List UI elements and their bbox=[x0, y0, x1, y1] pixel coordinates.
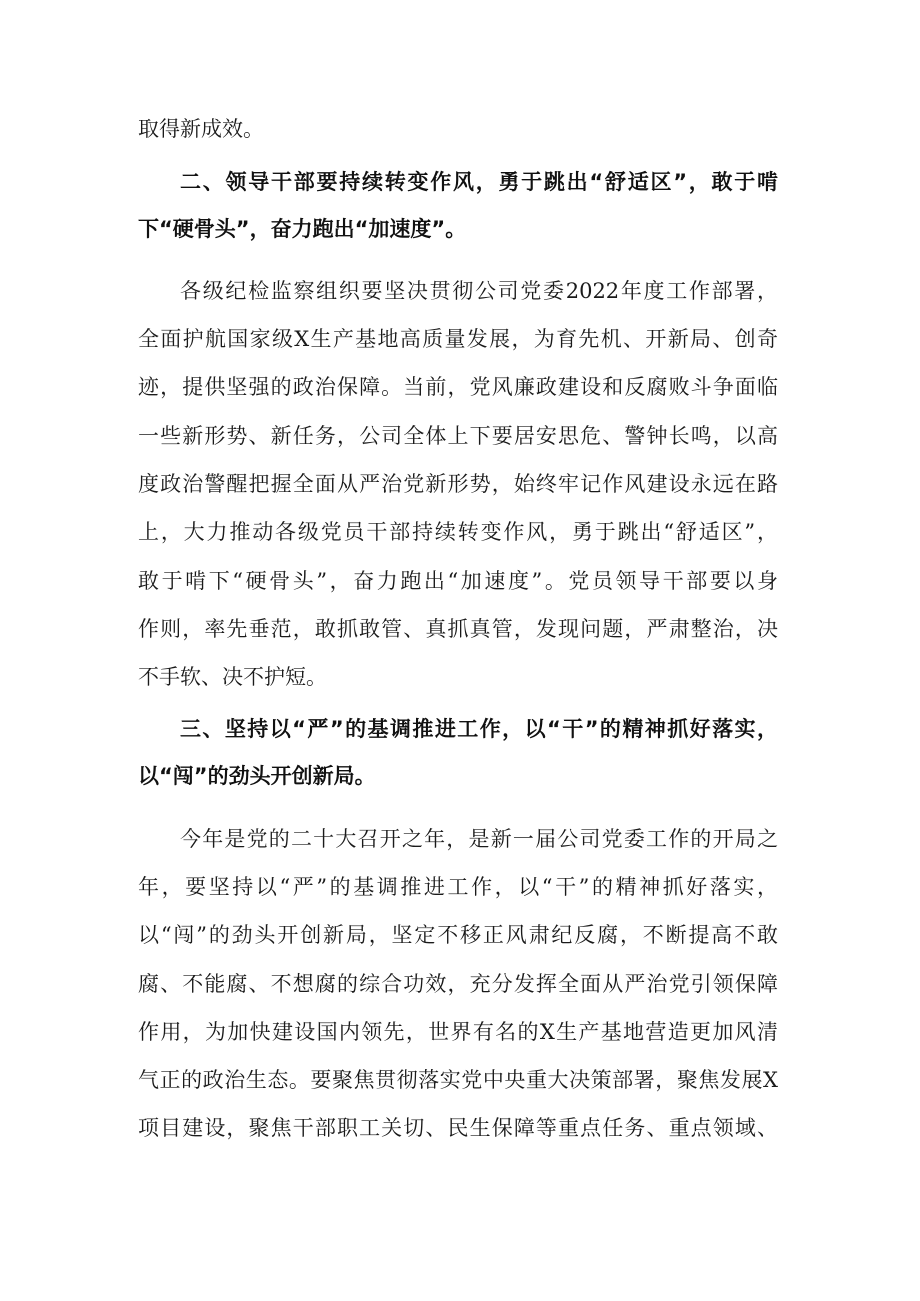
paragraph-line: 各级纪检监察组织要坚决贯彻公司党委2022年度工作部署， bbox=[180, 279, 778, 303]
section-heading-line: 下“硬骨头”，奋力跑出“加速度”。 bbox=[138, 217, 467, 241]
section-heading-line: 三、坚持以“严”的基调推进工作，以“干”的精神抓好落实， bbox=[180, 717, 778, 741]
paragraph-line: 以“闯”的劲头开创新局，坚定不移正风肃纪反腐，不断提高不敢 bbox=[138, 923, 778, 947]
paragraph-line: 度政治警醒把握全面从严治党新形势，始终牢记作风建设永远在路 bbox=[138, 472, 778, 496]
paragraph-line: 上，大力推动各级党员干部持续转变作风，勇于跳出“舒适区”， bbox=[138, 520, 778, 544]
paragraph-line: 项目建设，聚焦干部职工关切、民生保障等重点任务、重点领域、 bbox=[138, 1116, 778, 1140]
paragraph-line: 作则，率先垂范，敢抓敢管、真抓真管，发现问题，严肃整治，决 bbox=[138, 617, 778, 641]
paragraph-line: 全面护航国家级X生产基地高质量发展，为育先机、开新局、创奇 bbox=[138, 327, 778, 351]
paragraph-line: 迹，提供坚强的政治保障。当前，党风廉政建设和反腐败斗争面临 bbox=[138, 375, 778, 399]
paragraph-line: 作用，为加快建设国内领先，世界有名的X生产基地营造更加风清 bbox=[138, 1020, 778, 1044]
paragraph-line: 一些新形势、新任务，公司全体上下要居安思危、警钟长鸣，以高 bbox=[138, 424, 778, 448]
paragraph-line: 取得新成效。 bbox=[138, 117, 264, 141]
paragraph-line: 气正的政治生态。要聚焦贯彻落实党中央重大决策部署，聚焦发展X bbox=[138, 1068, 778, 1092]
paragraph-line: 年，要坚持以“严”的基调推进工作，以“干”的精神抓好落实， bbox=[138, 875, 778, 899]
paragraph-line: 不手软、决不护短。 bbox=[138, 665, 327, 689]
section-heading-line: 以“闯”的劲头开创新局。 bbox=[138, 764, 376, 788]
paragraph-line: 腐、不能腐、不想腐的综合功效，充分发挥全面从严治党引领保障 bbox=[138, 972, 778, 996]
paragraph-line: 敢于啃下“硬骨头”，奋力跑出“加速度”。党员领导干部要以身 bbox=[138, 569, 778, 593]
paragraph-line: 今年是党的二十大召开之年，是新一届公司党委工作的开局之 bbox=[180, 827, 778, 851]
section-heading-line: 二、领导干部要持续转变作风，勇于跳出“舒适区”，敢于啃 bbox=[180, 170, 778, 194]
